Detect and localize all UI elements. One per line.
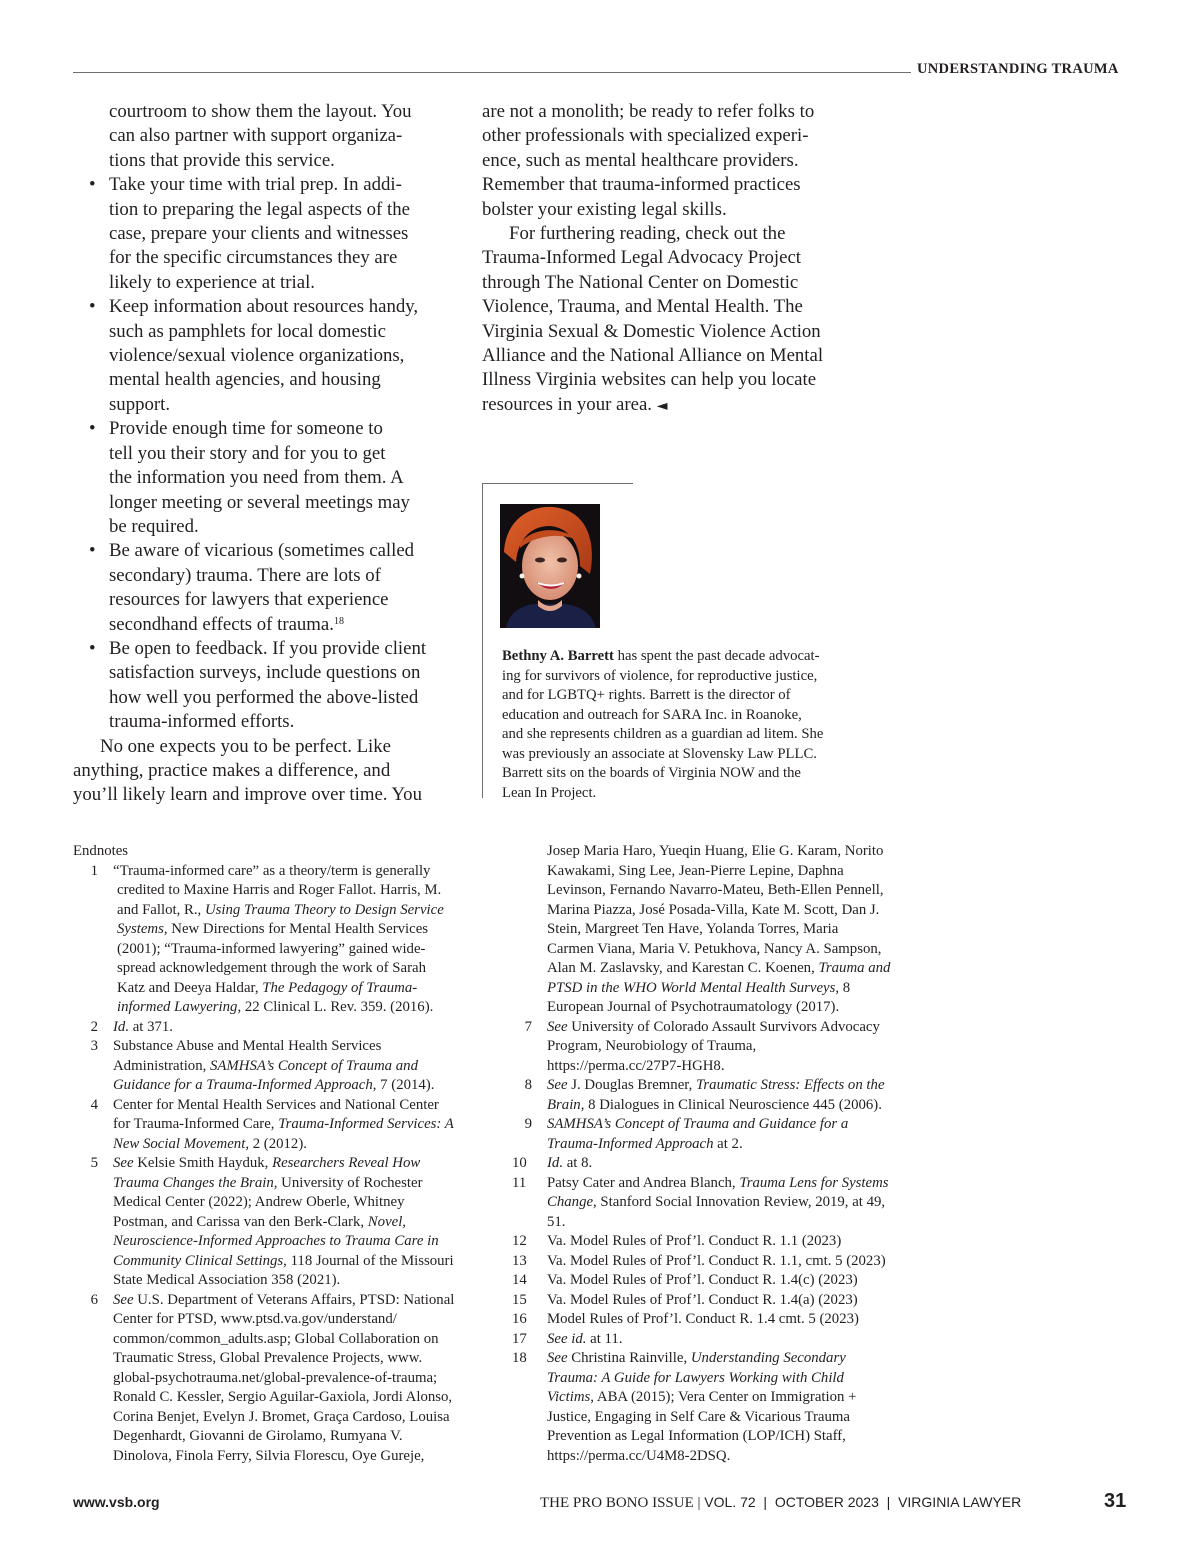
text-line: ing for survivors of violence, for reproductive justice,: [502, 667, 818, 684]
endnote-2: [73, 1018, 483, 1038]
text-line: spread acknowledgement through the work of Sarah: [117, 960, 426, 976]
text-line: be required.: [109, 515, 199, 537]
link-text[interactable]: https://perma.cc/U4M8-2DSQ.: [547, 1447, 731, 1464]
text-line: [547, 959, 920, 979]
endnotes-left-column: [73, 842, 483, 1466]
text-line: Dinolova, Finola Ferry, Silvia Florescu, Oye Gureje,: [113, 1447, 425, 1464]
text-fragment: , 22 Clinical L. Rev. 359. (2016).: [237, 999, 434, 1015]
text-line: how well you performed the above-listed: [109, 686, 419, 708]
citation-title: See id.: [547, 1330, 587, 1347]
citation-title: Community Clinical Settings: [113, 1252, 284, 1269]
text-line: Corina Benjet, Evelyn J. Bromet, Graça Cardoso, Louisa: [113, 1408, 450, 1425]
text-line: Be open to feedback. If you provide client: [109, 637, 427, 659]
header-rule: [73, 72, 911, 73]
text-line: Model Rules of Prof’l. Conduct R. 1.4 cmt. 5 (2023): [547, 1311, 859, 1327]
text-fragment: , 7 (2014).: [372, 1077, 435, 1093]
text-line: Provide enough time for someone to: [109, 418, 383, 440]
text-line: [113, 1174, 483, 1194]
text-line: other professionals with specialized experi-: [482, 125, 809, 147]
citation-title: Traumatic Stress: Effects on the: [696, 1077, 885, 1093]
end-of-article-icon: ◄: [656, 397, 668, 414]
citation-title: Id.: [547, 1155, 564, 1171]
text-line: [547, 979, 920, 999]
magazine-name: VIRGINIA LAWYER: [898, 1494, 1022, 1510]
text-line: Lean In Project.: [502, 784, 597, 801]
text-line: [482, 393, 857, 418]
citation-title: PTSD in the WHO World Mental Health Surveys: [547, 979, 836, 996]
text-line: resources for lawyers that experience: [109, 589, 389, 611]
endnote-number: 7: [524, 1018, 532, 1035]
endnote-number: 6: [90, 1291, 98, 1308]
text-line: Center for Mental Health Services and National Center: [113, 1096, 439, 1113]
text-line: Prevention as Legal Information (LOP/ICH) Staff,: [547, 1428, 846, 1444]
right-column: [482, 100, 857, 418]
endnote-1: [73, 862, 483, 1018]
text-line: tion to preparing the legal aspects of the: [109, 198, 410, 220]
text-fragment: Katz and Deeya Haldar,: [117, 979, 263, 996]
author-bio: [502, 647, 862, 803]
text-fragment: at 371.: [129, 1018, 174, 1035]
text-fragment: University of Colorado Assault Survivors Advocacy: [567, 1018, 880, 1035]
text-fragment: Christina Rainville,: [567, 1350, 691, 1366]
text-line: Program, Neurobiology of Trauma,: [547, 1038, 757, 1054]
text-line: Josep Maria Haro, Yueqin Huang, Elie G. Karam, Norito: [547, 843, 884, 859]
text-line: ence, such as mental healthcare providers.: [482, 149, 799, 171]
endnote-5: [73, 1154, 483, 1291]
text-line: [117, 920, 483, 940]
signal-word: See: [113, 1291, 134, 1308]
text-line: [547, 1018, 920, 1038]
endnote-10: [512, 1154, 920, 1174]
text-line: No one expects you to be perfect. Like: [100, 735, 391, 757]
link-text[interactable]: https://perma.cc/27P7-HGH8.: [547, 1057, 725, 1074]
text-line: violence/sexual violence organizations,: [109, 345, 405, 367]
endnote-4: [73, 1096, 483, 1155]
text-line: [113, 1018, 483, 1038]
endnote-number: 5: [90, 1155, 98, 1171]
endnote-6-continued: [520, 842, 920, 1018]
endnote-number: 14: [512, 1272, 527, 1288]
text-line: [547, 1388, 920, 1408]
endnote-12: [512, 1232, 920, 1252]
text-line: satisfaction surveys, include questions on: [109, 662, 421, 684]
text-line: [547, 1115, 920, 1135]
volume-label: VOL. 72: [704, 1494, 756, 1510]
text-line: credited to Maxine Harris and Roger Fallot. Harris, M.: [117, 882, 442, 898]
citation-title: The Pedagogy of Trauma-: [262, 979, 418, 996]
endnote-13: [512, 1252, 920, 1272]
text-fragment: at 11.: [586, 1330, 623, 1347]
text-line: [113, 1213, 483, 1233]
text-line: For furthering reading, check out the: [509, 223, 786, 245]
text-fragment: at 2.: [713, 1135, 743, 1152]
separator: |: [878, 1494, 899, 1510]
text-line: [113, 1232, 483, 1252]
text-line: [547, 1154, 920, 1174]
endnote-number: 16: [512, 1311, 527, 1327]
text-fragment: , 118 Journal of the Missouri: [283, 1252, 454, 1269]
citation-title: Trauma-Informed Approach: [547, 1135, 714, 1152]
endnote-number: 15: [512, 1291, 527, 1308]
text-line: Traumatic Stress, Global Prevalence Projects, www.: [113, 1350, 423, 1366]
author-photo: [500, 504, 600, 628]
text-fragment: Postman, and Carissa van den Berk-Clark,: [113, 1213, 368, 1230]
text-line: [547, 1076, 920, 1096]
tips-list: [73, 173, 448, 734]
list-item: [73, 539, 448, 637]
author-name: Bethny A. Barrett: [502, 648, 614, 664]
text-line: Alliance and the National Alliance on Mental: [482, 345, 824, 367]
endnote-15: [512, 1291, 920, 1311]
citation-title: Brain: [547, 1096, 581, 1113]
text-line: Va. Model Rules of Prof’l. Conduct R. 1.4(a) (2023): [547, 1291, 858, 1308]
endnotes-right-column: [512, 842, 920, 1466]
text-line: [547, 1193, 920, 1213]
endnote-8: [520, 1076, 920, 1115]
text-line: [113, 1154, 483, 1174]
text-line: [113, 1057, 483, 1077]
citation-title: Neuroscience-Informed Approaches to Trauma Care in: [113, 1233, 439, 1249]
text-line: [117, 901, 483, 921]
text-line: and she represents children as a guardian ad litem. She: [502, 726, 824, 742]
further-reading-paragraph: [482, 222, 857, 418]
endnote-7: [520, 1018, 920, 1077]
text-line: Be aware of vicarious (sometimes called: [109, 540, 415, 562]
text-line: [117, 979, 483, 999]
citation-title: Victims: [547, 1389, 591, 1405]
text-line: Justice, Engaging in Self Care & Vicarious Trauma: [547, 1408, 850, 1425]
citation-title: Id.: [113, 1018, 130, 1035]
text-line: tell you their story and for you to get: [109, 442, 386, 464]
text-line: Barrett sits on the boards of Virginia NOW and the: [502, 765, 801, 781]
text-line: European Journal of Psychotraumatology (2017).: [547, 999, 840, 1015]
list-item: [73, 637, 448, 735]
endnote-number: 3: [90, 1038, 98, 1054]
bullet-icon: •: [89, 174, 96, 196]
text-fragment: , 8 Dialogues in Clinical Neuroscience 445 (2006).: [580, 1096, 882, 1113]
endnote-number: 10: [512, 1155, 527, 1171]
endnote-number: 18: [512, 1350, 527, 1366]
author-box-rule: [483, 483, 633, 484]
citation-title: Understanding Secondary: [690, 1350, 846, 1366]
text-line: Trauma-Informed Legal Advocacy Project: [482, 247, 802, 269]
text-line: [113, 1291, 483, 1311]
text-line: case, prepare your clients and witnesses: [109, 223, 409, 245]
citation-title: Trauma-Informed Services: A: [278, 1116, 454, 1132]
signal-word: See: [113, 1155, 134, 1171]
citation-title: Trauma and: [818, 960, 891, 976]
text-line: 51.: [547, 1213, 566, 1230]
text-line: can also partner with support organiza-: [109, 125, 403, 147]
endnote-number: 17: [512, 1330, 527, 1347]
text-fragment: Alan M. Zaslavsky, and Karestan C. Koenen,: [547, 960, 819, 976]
citation-title: Guidance for a Trauma-Informed Approach: [113, 1077, 373, 1093]
left-column: [73, 100, 448, 808]
text-fragment: at 8.: [563, 1155, 593, 1171]
endnote-number: 12: [512, 1233, 527, 1249]
citation-title: Trauma: A Guide for Lawyers Working with Child: [547, 1369, 844, 1386]
text-line: are not a monolith; be ready to refer folks to: [482, 101, 815, 122]
text-line: Degenhardt, Giovanni de Girolamo, Rumyana V.: [113, 1428, 403, 1444]
endnote-6: [73, 1291, 483, 1467]
text-line: Medical Center (2022); Andrew Oberle, Whitney: [113, 1194, 405, 1210]
text-line: Va. Model Rules of Prof’l. Conduct R. 1.4(c) (2023): [547, 1272, 858, 1288]
issue-date: OCTOBER 2023: [774, 1494, 879, 1510]
text-line: Take your time with trial prep. In addi-: [109, 174, 402, 196]
text-line: trauma-informed efforts.: [109, 711, 295, 733]
text-fragment: , University of Rochester: [273, 1174, 423, 1191]
text-line: Ronald C. Kessler, Sergio Aguilar-Gaxiola, Jordi Alonso,: [113, 1389, 453, 1405]
text-line: [547, 1135, 920, 1155]
separator: |: [755, 1494, 775, 1510]
text-line: [547, 1349, 920, 1369]
bullet-icon: •: [89, 418, 96, 440]
text-line: secondary) trauma. There are lots of: [109, 564, 381, 586]
text-fragment: , New Directions for Mental Health Services: [163, 921, 429, 937]
text-line: tions that provide this service.: [109, 149, 335, 171]
text-line: common/common_adults.asp; Global Collaboration on: [113, 1330, 439, 1347]
author-portrait-icon: [500, 504, 600, 628]
text-line: State Medical Association 358 (2021).: [113, 1272, 341, 1288]
text-line: [547, 1330, 920, 1350]
text-line: [547, 1096, 920, 1116]
endnote-9: [520, 1115, 920, 1154]
citation-title: New Social Movement: [113, 1135, 246, 1152]
endnote-17: [512, 1330, 920, 1350]
citation-title: Novel,: [367, 1213, 407, 1230]
text-line: “Trauma-informed care” as a theory/term is generally: [113, 862, 431, 879]
endnote-number: 11: [512, 1174, 527, 1191]
citation-title: Systems: [117, 921, 164, 937]
text-line: Remember that trauma-informed practices: [482, 174, 801, 196]
text-line: the information you need from them. A: [109, 467, 404, 489]
link-text[interactable]: global-psychotrauma.net/global-prevalence-of-trauma;: [113, 1369, 438, 1386]
text-line: longer meeting or several meetings may: [109, 491, 410, 513]
endnote-number: 4: [90, 1096, 98, 1113]
signal-word: See: [547, 1077, 568, 1093]
footnote-ref-18[interactable]: 18: [333, 615, 344, 627]
text-fragment: resources in your area.: [482, 393, 652, 415]
separator: |: [693, 1495, 705, 1511]
endnote-14: [512, 1271, 920, 1291]
text-line: mental health agencies, and housing: [109, 369, 381, 391]
citation-title: informed Lawyering: [117, 999, 238, 1015]
text-line: (2001); “Trauma-informed lawyering” gained wide-: [117, 940, 426, 957]
text-fragment: and Fallot, R.,: [117, 901, 205, 918]
text-line: [109, 613, 448, 637]
text-line: likely to experience at trial.: [109, 271, 315, 293]
endnote-11: [512, 1174, 920, 1233]
lead-paragraph: [73, 100, 448, 173]
text-fragment: Administration,: [113, 1057, 210, 1074]
text-line: [113, 1115, 483, 1135]
text-line: Substance Abuse and Mental Health Services: [113, 1038, 382, 1054]
text-line: [113, 1135, 483, 1155]
text-fragment: Kelsie Smith Hayduk,: [133, 1155, 273, 1171]
paragraph-continuation: [482, 100, 857, 222]
endnote-18: [512, 1349, 920, 1466]
text-line: Va. Model Rules of Prof’l. Conduct R. 1.1 (2023): [547, 1233, 842, 1249]
text-line: [113, 1076, 483, 1096]
text-fragment: Patsy Cater and Andrea Blanch,: [547, 1174, 740, 1191]
endnote-number: 2: [90, 1018, 98, 1035]
text-line: for the specific circumstances they are: [109, 247, 398, 269]
issue-title: THE PRO BONO ISSUE: [540, 1495, 694, 1511]
text-line: [547, 1369, 920, 1389]
text-line: you’ll likely learn and improve over time. You: [73, 784, 422, 806]
text-fragment: , ABA (2015); Vera Center on Immigration +: [590, 1389, 857, 1405]
text-line: [547, 1174, 920, 1194]
text-fragment: , 2 (2012).: [245, 1135, 307, 1152]
text-line: Carmen Viana, Maria V. Petukhova, Nancy A. Sampson,: [547, 940, 882, 957]
text-line: [113, 1252, 483, 1272]
text-line: Illness Virginia websites can help you locate: [482, 369, 817, 391]
list-item: [73, 173, 448, 295]
text-line: Kawakami, Sing Lee, Jean-Pierre Lepine, Daphna: [547, 862, 844, 879]
text-line: courtroom to show them the layout. You: [109, 101, 412, 122]
text-fragment: has spent the past decade advocat-: [613, 648, 820, 664]
text-line: Stein, Margreet Ten Have, Yolanda Torres, Maria: [547, 921, 839, 937]
bullet-icon: •: [89, 637, 96, 659]
signal-word: See: [547, 1350, 568, 1366]
list-item: [73, 295, 448, 417]
bullet-icon: •: [89, 540, 96, 562]
text-line: was previously an associate at Slovensky Law PLLC.: [502, 745, 817, 762]
citation-title: SAMHSA’s Concept of Trauma and Guidance for a: [547, 1116, 849, 1132]
endnotes-heading: Endnotes: [73, 843, 129, 859]
text-fragment: for Trauma-Informed Care,: [113, 1116, 279, 1132]
text-line: Va. Model Rules of Prof’l. Conduct R. 1.1, cmt. 5 (2023): [547, 1252, 886, 1269]
text-fragment: secondhand effects of trauma.: [109, 613, 334, 635]
author-box: [482, 483, 863, 801]
text-line: such as pamphlets for local domestic: [109, 320, 386, 342]
endnote-16: [512, 1310, 920, 1330]
text-line: anything, practice makes a difference, and: [73, 759, 391, 781]
text-line: [117, 998, 483, 1018]
citation-title: Researchers Reveal How: [272, 1155, 421, 1171]
text-line: through The National Center on Domestic: [482, 271, 799, 293]
citation-title: Using Trauma Theory to Design Service: [204, 901, 444, 918]
endnote-3: [73, 1037, 483, 1096]
citation-title: SAMHSA’s Concept of Trauma and: [210, 1057, 418, 1074]
text-line: [502, 647, 862, 667]
text-line: Keep information about resources handy,: [109, 296, 419, 318]
text-fragment: J. Douglas Bremner,: [567, 1077, 696, 1093]
page-number: 31: [1104, 1490, 1127, 1512]
signal-word: See: [547, 1018, 568, 1035]
footer-website-link[interactable]: www.vsb.org: [73, 1494, 160, 1510]
endnote-number: 13: [512, 1252, 527, 1269]
bullet-icon: •: [89, 296, 96, 318]
text-line: and for LGBTQ+ rights. Barrett is the director of: [502, 687, 791, 703]
endnote-number: 8: [524, 1077, 532, 1093]
text-line: Levinson, Fernando Navarro-Mateu, Beth-Ellen Pennell,: [547, 882, 884, 898]
footer-masthead: [540, 1494, 1021, 1512]
list-item: [73, 417, 448, 539]
citation-title: Trauma Changes the Brain: [113, 1174, 274, 1191]
section-title: UNDERSTANDING TRAUMA: [917, 61, 1119, 77]
text-fragment: , 8: [835, 979, 851, 996]
text-fragment: , Stanford Social Innovation Review, 2019, at 49,: [593, 1194, 886, 1210]
link-text[interactable]: Center for PTSD, www.ptsd.va.gov/understand/: [113, 1311, 397, 1327]
text-fragment: U.S. Department of Veterans Affairs, PTSD: National: [133, 1291, 455, 1308]
text-line: support.: [109, 393, 171, 415]
citation-title: Trauma Lens for Systems: [739, 1174, 889, 1191]
text-line: education and outreach for SARA Inc. in Roanoke,: [502, 706, 802, 723]
citation-title: Change: [547, 1194, 594, 1210]
text-line: Violence, Trauma, and Mental Health. The: [482, 296, 803, 318]
closing-paragraph: [73, 735, 448, 808]
endnote-number: 1: [90, 862, 98, 879]
text-line: Marina Piazza, José Posada-Villa, Kate M. Scott, Dan J.: [547, 901, 880, 918]
text-line: bolster your existing legal skills.: [482, 198, 727, 220]
text-line: Virginia Sexual & Domestic Violence Action: [482, 320, 821, 342]
endnote-number: 9: [524, 1116, 532, 1132]
